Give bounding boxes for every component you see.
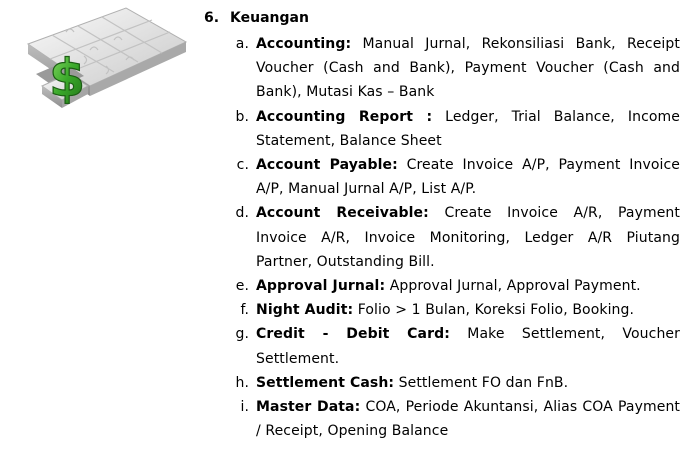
- item-term: Master Data:: [256, 399, 361, 416]
- item-desc: Make Settlement, Voucher Settlement.: [256, 326, 680, 367]
- item-term: Credit - Debit Card:: [256, 326, 450, 343]
- item-term: Approval Jurnal:: [256, 278, 386, 295]
- dollar-puzzle-illustration: [6, 2, 188, 118]
- list-item: [202, 274, 680, 298]
- list-item: [202, 32, 680, 105]
- list-item: [202, 395, 680, 443]
- list-item: [202, 298, 680, 322]
- list-item: [202, 322, 680, 370]
- section-title: Keuangan: [230, 10, 309, 26]
- list-item: [202, 105, 680, 153]
- list-marker: g.: [235, 326, 249, 343]
- list-marker: d.: [235, 205, 249, 222]
- item-desc: COA, Periode Akuntansi, Alias COA Payment / Receipt, Opening Balance: [256, 399, 681, 440]
- item-desc: Create Invoice A/R, Payment Invoice A/R, Invoice Monitoring, Ledger A/R Piutang Partner, Outstanding Bill.: [256, 205, 680, 270]
- list-item: [202, 153, 680, 201]
- item-desc: Manual Jurnal, Rekonsiliasi Bank, Receipt Voucher (Cash and Bank), Payment Voucher (Cash and Bank), Mutasi Kas – Bank: [256, 36, 680, 101]
- list-marker: c.: [236, 157, 249, 174]
- list-marker: i.: [240, 399, 249, 416]
- item-term: Night Audit:: [256, 302, 354, 319]
- item-term: Account Payable:: [256, 157, 398, 174]
- list-marker: h.: [235, 374, 249, 391]
- item-term: Settlement Cash:: [256, 374, 395, 391]
- list-item: [202, 371, 680, 395]
- item-desc: Create Invoice A/P, Payment Invoice A/P, Manual Jurnal A/P, List A/P.: [256, 157, 680, 198]
- list-marker: e.: [235, 278, 249, 295]
- section-number: 6.: [204, 10, 220, 26]
- item-term: Accounting:: [256, 36, 352, 52]
- list-marker: a.: [235, 36, 249, 52]
- list-marker: f.: [240, 302, 249, 319]
- list-item: [202, 201, 680, 274]
- item-desc: Ledger, Trial Balance, Income Statement, Balance Sheet: [256, 108, 680, 149]
- item-desc: Settlement FO dan FnB.: [394, 374, 569, 391]
- item-term: Accounting Report :: [256, 108, 433, 125]
- section-heading: [202, 8, 680, 28]
- item-desc: Folio > 1 Bulan, Koreksi Folio, Booking.: [353, 302, 635, 319]
- item-term: Account Receivable:: [256, 205, 429, 222]
- item-desc: Approval Jurnal, Approval Payment.: [385, 278, 641, 295]
- list-marker: b.: [235, 108, 249, 125]
- feature-list: [202, 32, 680, 443]
- document-content: [202, 8, 680, 443]
- svg-text:$: $: [49, 49, 86, 109]
- dollar-puzzle-icon: [6, 2, 188, 118]
